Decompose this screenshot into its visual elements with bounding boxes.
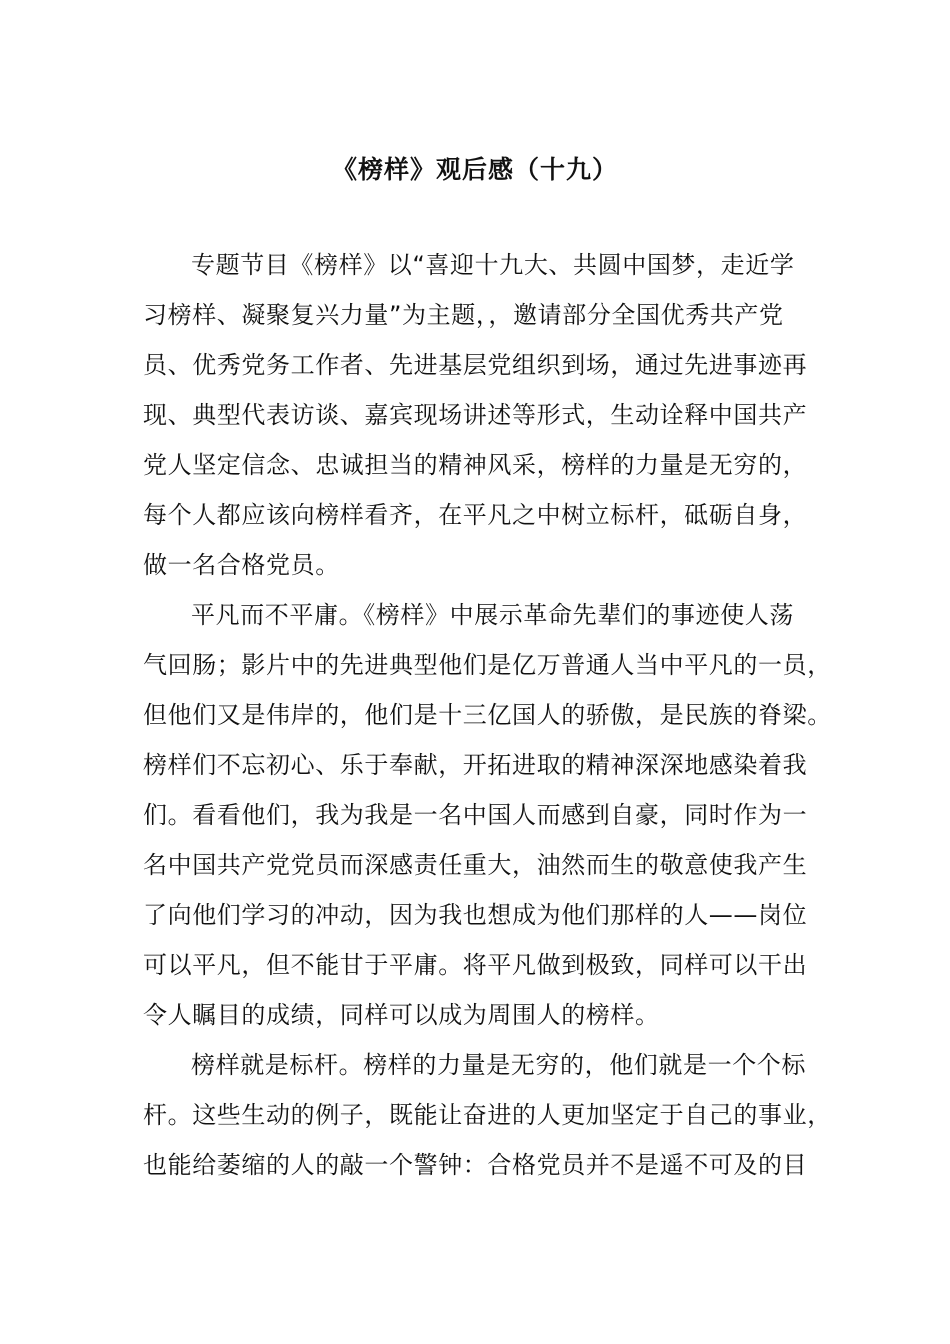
- paragraph-2-line-1: 平凡而不平庸。《榜样》中展示革命先辈们的事迹使人荡: [191, 601, 794, 629]
- paragraph-2-line-5: 们。看看他们，我为我是一名中国人而感到自豪，同时作为一: [143, 801, 808, 829]
- paragraph-2-line-2: 气回肠；影片中的先进典型他们是亿万普通人当中平凡的一员，: [143, 651, 832, 679]
- paragraph-1-line-6: 每个人都应该向榜样看齐，在平凡之中树立标杆，砥砺自身，: [143, 501, 808, 529]
- paragraph-3-line-1: 榜样就是标杆。榜样的力量是无穷的，他们就是一个个标: [191, 1051, 806, 1079]
- paragraph-2-line-9: 令人瞩目的成绩，同样可以成为周围人的榜样。: [143, 1001, 660, 1029]
- paragraph-2-line-7: 了向他们学习的冲动，因为我也想成为他们那样的人——岗位: [143, 901, 808, 929]
- paragraph-2-line-3: 但他们又是伟岸的，他们是十三亿国人的骄傲，是民族的脊梁。: [143, 701, 832, 729]
- paragraph-2-line-8: 可以平凡，但不能甘于平庸。将平凡做到极致，同样可以干出: [143, 951, 808, 979]
- paragraph-1-line-7: 做一名合格党员。: [143, 551, 340, 579]
- paragraph-1-line-1: 专题节目《榜样》以“喜迎十九大、共圆中国梦，走近学: [191, 251, 795, 279]
- paragraph-1-line-2: 习榜样、凝聚复兴力量”为主题，，邀请部分全国优秀共产党: [143, 301, 784, 329]
- paragraph-2-line-4: 榜样们不忘初心、乐于奉献，开拓进取的精神深深地感染着我: [143, 751, 808, 779]
- paragraph-3-line-2: 杆。这些生动的例子，既能让奋进的人更加坚定于自己的事业，: [143, 1101, 832, 1129]
- paragraph-2-line-6: 名中国共产党党员而深感责任重大，油然而生的敬意使我产生: [143, 851, 808, 879]
- document-title: 《榜样》观后感（十九）: [331, 155, 618, 184]
- paragraph-1-line-5: 党人坚定信念、忠诚担当的精神风采，榜样的力量是无穷的，: [143, 451, 808, 479]
- paragraph-1-line-3: 员、优秀党务工作者、先进基层党组织到场，通过先进事迹再: [143, 351, 808, 379]
- paragraph-1-line-4: 现、典型代表访谈、嘉宾现场讲述等形式，生动诠释中国共产: [143, 401, 808, 429]
- paragraph-3-line-3: 也能给萎缩的人的敲一个警钟：合格党员并不是遥不可及的目: [143, 1151, 808, 1179]
